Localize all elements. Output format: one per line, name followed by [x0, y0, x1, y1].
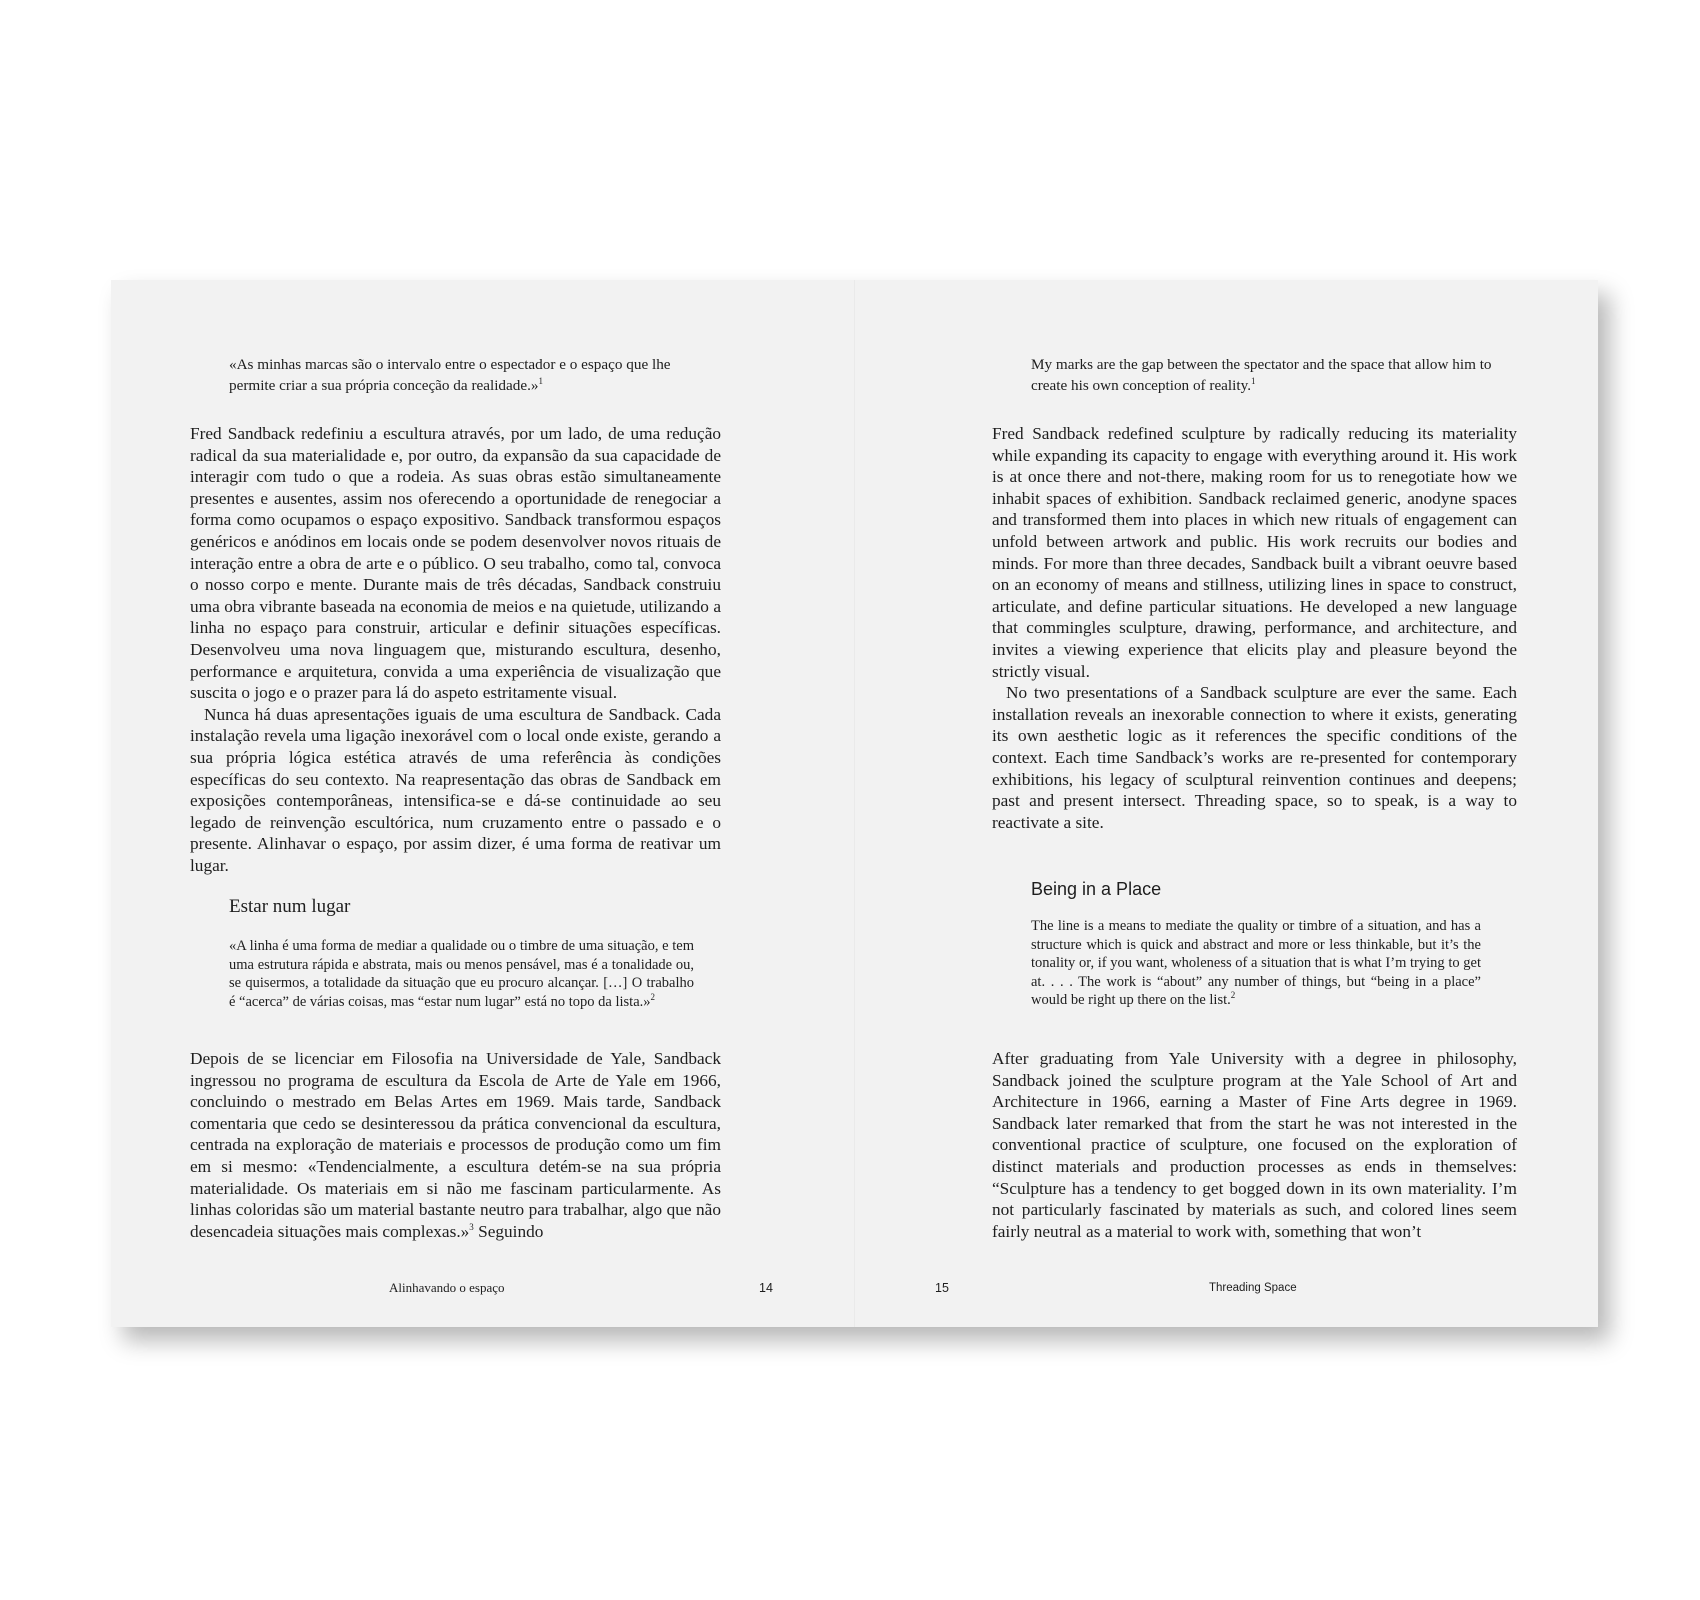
left-quote-2-footnote-ref: 2 — [650, 991, 656, 1002]
right-running-title: Threading Space — [1209, 1282, 1297, 1294]
left-paragraph-1: Fred Sandback redefiniu a escultura através, por um lado, de uma redução radical da sua materialidade e, por outro, da expansão da sua capacidade de interagir com tudo o que a rodeia. As suas obras estão simultaneamente presentes e ausentes, assim nos oferecendo a oportunidade de renegociar a forma como ocupamos o espaço expositivo. Sandback transformou espaços genéricos e anódinos em locais onde se podem desenvolver novos rituais de interação entre a obra de arte e o público. O seu trabalho, como tal, convoca o nosso corpo e mente. Durante mais de três décadas, Sandback construiu uma obra vibrante baseada na economia de meios e na quietude, utilizando a linha no espaço para construir, articular e definir situações específicas. Desenvolveu uma nova linguagem que, misturando escultura, desenho, performance e arquitetura, convida a uma experiência de visualização que suscita o jogo e o prazer para lá do aspeto estritamente visual. — [190, 424, 721, 703]
left-quote-2-text: «A linha é uma forma de mediar a qualidade ou o timbre de uma situação, e tem uma estrutura rápida e abstrata, mais ou menos pensável, mas é a tonalidade ou, se quisermos, a totalidade da situação que eu procuro alcançar. […] O trabalho é “acerca” de várias coisas, mas “estar num lugar” está no topo da lista.» — [229, 938, 694, 1010]
left-epigraph-text: «As minhas marcas são o intervalo entre o espectador e o espaço que lhe permite criar a sua própria conceção da realidade.» — [229, 356, 671, 394]
left-epigraph — [229, 354, 699, 396]
right-section-title: Being in a Place — [1031, 879, 1162, 899]
left-body-text-top — [190, 423, 721, 876]
left-section-title: Estar num lugar — [229, 896, 351, 917]
left-paragraph-3-tail: Seguindo — [473, 1221, 544, 1241]
left-paragraph-3 — [190, 1048, 721, 1242]
left-body-text-bottom — [190, 1048, 721, 1242]
right-page-number: 15 — [935, 1281, 949, 1295]
left-paragraph-2: Nunca há duas apresentações iguais de uma escultura de Sandback. Cada instalação revela uma ligação inexorável com o local onde existe, gerando a sua própria lógica estética através de uma referência às condições específicas do seu contexto. Na reapresentação das obras de Sandback em exposições contemporâneas, intensifica-se e dá-se continuidade ao seu legado de reinvenção escultórica, num cruzamento entre o passado e o presente. Alinhavar o espaço, por assim dizer, é uma forma de reativar um lugar. — [190, 704, 721, 875]
right-epigraph-text: My marks are the gap between the spectator and the space that allow him to create his own conception of reality. — [1031, 356, 1492, 394]
right-paragraph-2: No two presentations of a Sandback sculpture are ever the same. Each installation reveals an inexorable connection to where it exists, generating its own aesthetic logic as it references the specific conditions of the context. Each time Sandback’s works are re-presented for contemporary exhibitions, his legacy of sculptural reinvention continues and deepens; past and present intersect. Threading space, so to speak, is a way to reactivate a site. — [992, 683, 1517, 832]
right-page — [854, 280, 1598, 1327]
right-body-text-top — [992, 423, 1517, 833]
left-paragraph-3-footnote-ref: 3 — [469, 1221, 474, 1232]
right-paragraph-1: Fred Sandback redefined sculpture by radically reducing its materiality while expanding its capacity to engage with everything around it. His work is at once there and not-there, making room for us to renegotiate how we inhabit spaces of exhibition. Sandback reclaimed generic, anodyne spaces and transformed them into places in which new rituals of engagement can unfold between artwork and public. His work recruits our bodies and minds. For more than three decades, Sandback built a vibrant oeuvre based on an economy of means and stillness, utilizing lines in space to construct, articulate, and define particular situations. He developed a new language that commingles sculpture, drawing, performance, and architecture, and invites a viewing experience that elicits play and pleasure beyond the strictly visual. — [992, 424, 1517, 681]
left-page — [111, 280, 854, 1327]
left-running-title: Alinhavando o espaço — [389, 1280, 505, 1295]
right-quote-2-footnote-ref: 2 — [1230, 990, 1236, 1001]
right-quote-2 — [1031, 917, 1481, 1010]
right-quote-2-text: The line is a means to mediate the quality or timbre of a situation, and has a structure which is quick and abstract and more or less thinkable, but it’s the tonality or, if you want, wholeness of a situation that is what I’m trying to get at. . . . The work is “about” any number of things, but “being in a place” would be right up there on the list. — [1031, 918, 1481, 1009]
left-page-number: 14 — [759, 1281, 773, 1295]
right-epigraph — [1031, 354, 1506, 396]
right-paragraph-3: After graduating from Yale University with a degree in philosophy, Sandback joined the sculpture program at the Yale School of Art and Architecture in 1966, earning a Master of Fine Arts degree in 1969. Sandback later remarked that from the start he was not interested in the conventional practice of sculpture, one focused on the exploration of distinct materials and production processes as ends in themselves: “Sculpture has a tendency to get bogged down in its own materiality. I’m not particularly fascinated by materials as such, and colored lines seem fairly neutral as a material to work with, something that won’t — [992, 1049, 1517, 1241]
book-spread — [111, 280, 1598, 1327]
right-epigraph-footnote-ref: 1 — [1251, 375, 1256, 386]
left-paragraph-3-text: Depois de se licenciar em Filosofia na Universidade de Yale, Sandback ingressou no programa de escultura da Escola de Arte de Yale em 1966, concluindo o mestrado em Belas Artes em 1969. Mais tarde, Sandback comentaria que cedo se desinteressou da prática convencional da escultura, centrada na exploração de materiais e processos de produção como um fim em si mesmo: «Tendencialmente, a escultura detém-se na sua própria materialidade. Os materiais em si não me fascinam particularmente. As linhas coloridas são um material bastante neutro para trabalhar, algo que não desencadeia situações mais complexas.» — [190, 1049, 721, 1241]
right-body-text-bottom — [992, 1048, 1517, 1242]
left-epigraph-footnote-ref: 1 — [538, 375, 543, 386]
left-quote-2 — [229, 937, 694, 1011]
